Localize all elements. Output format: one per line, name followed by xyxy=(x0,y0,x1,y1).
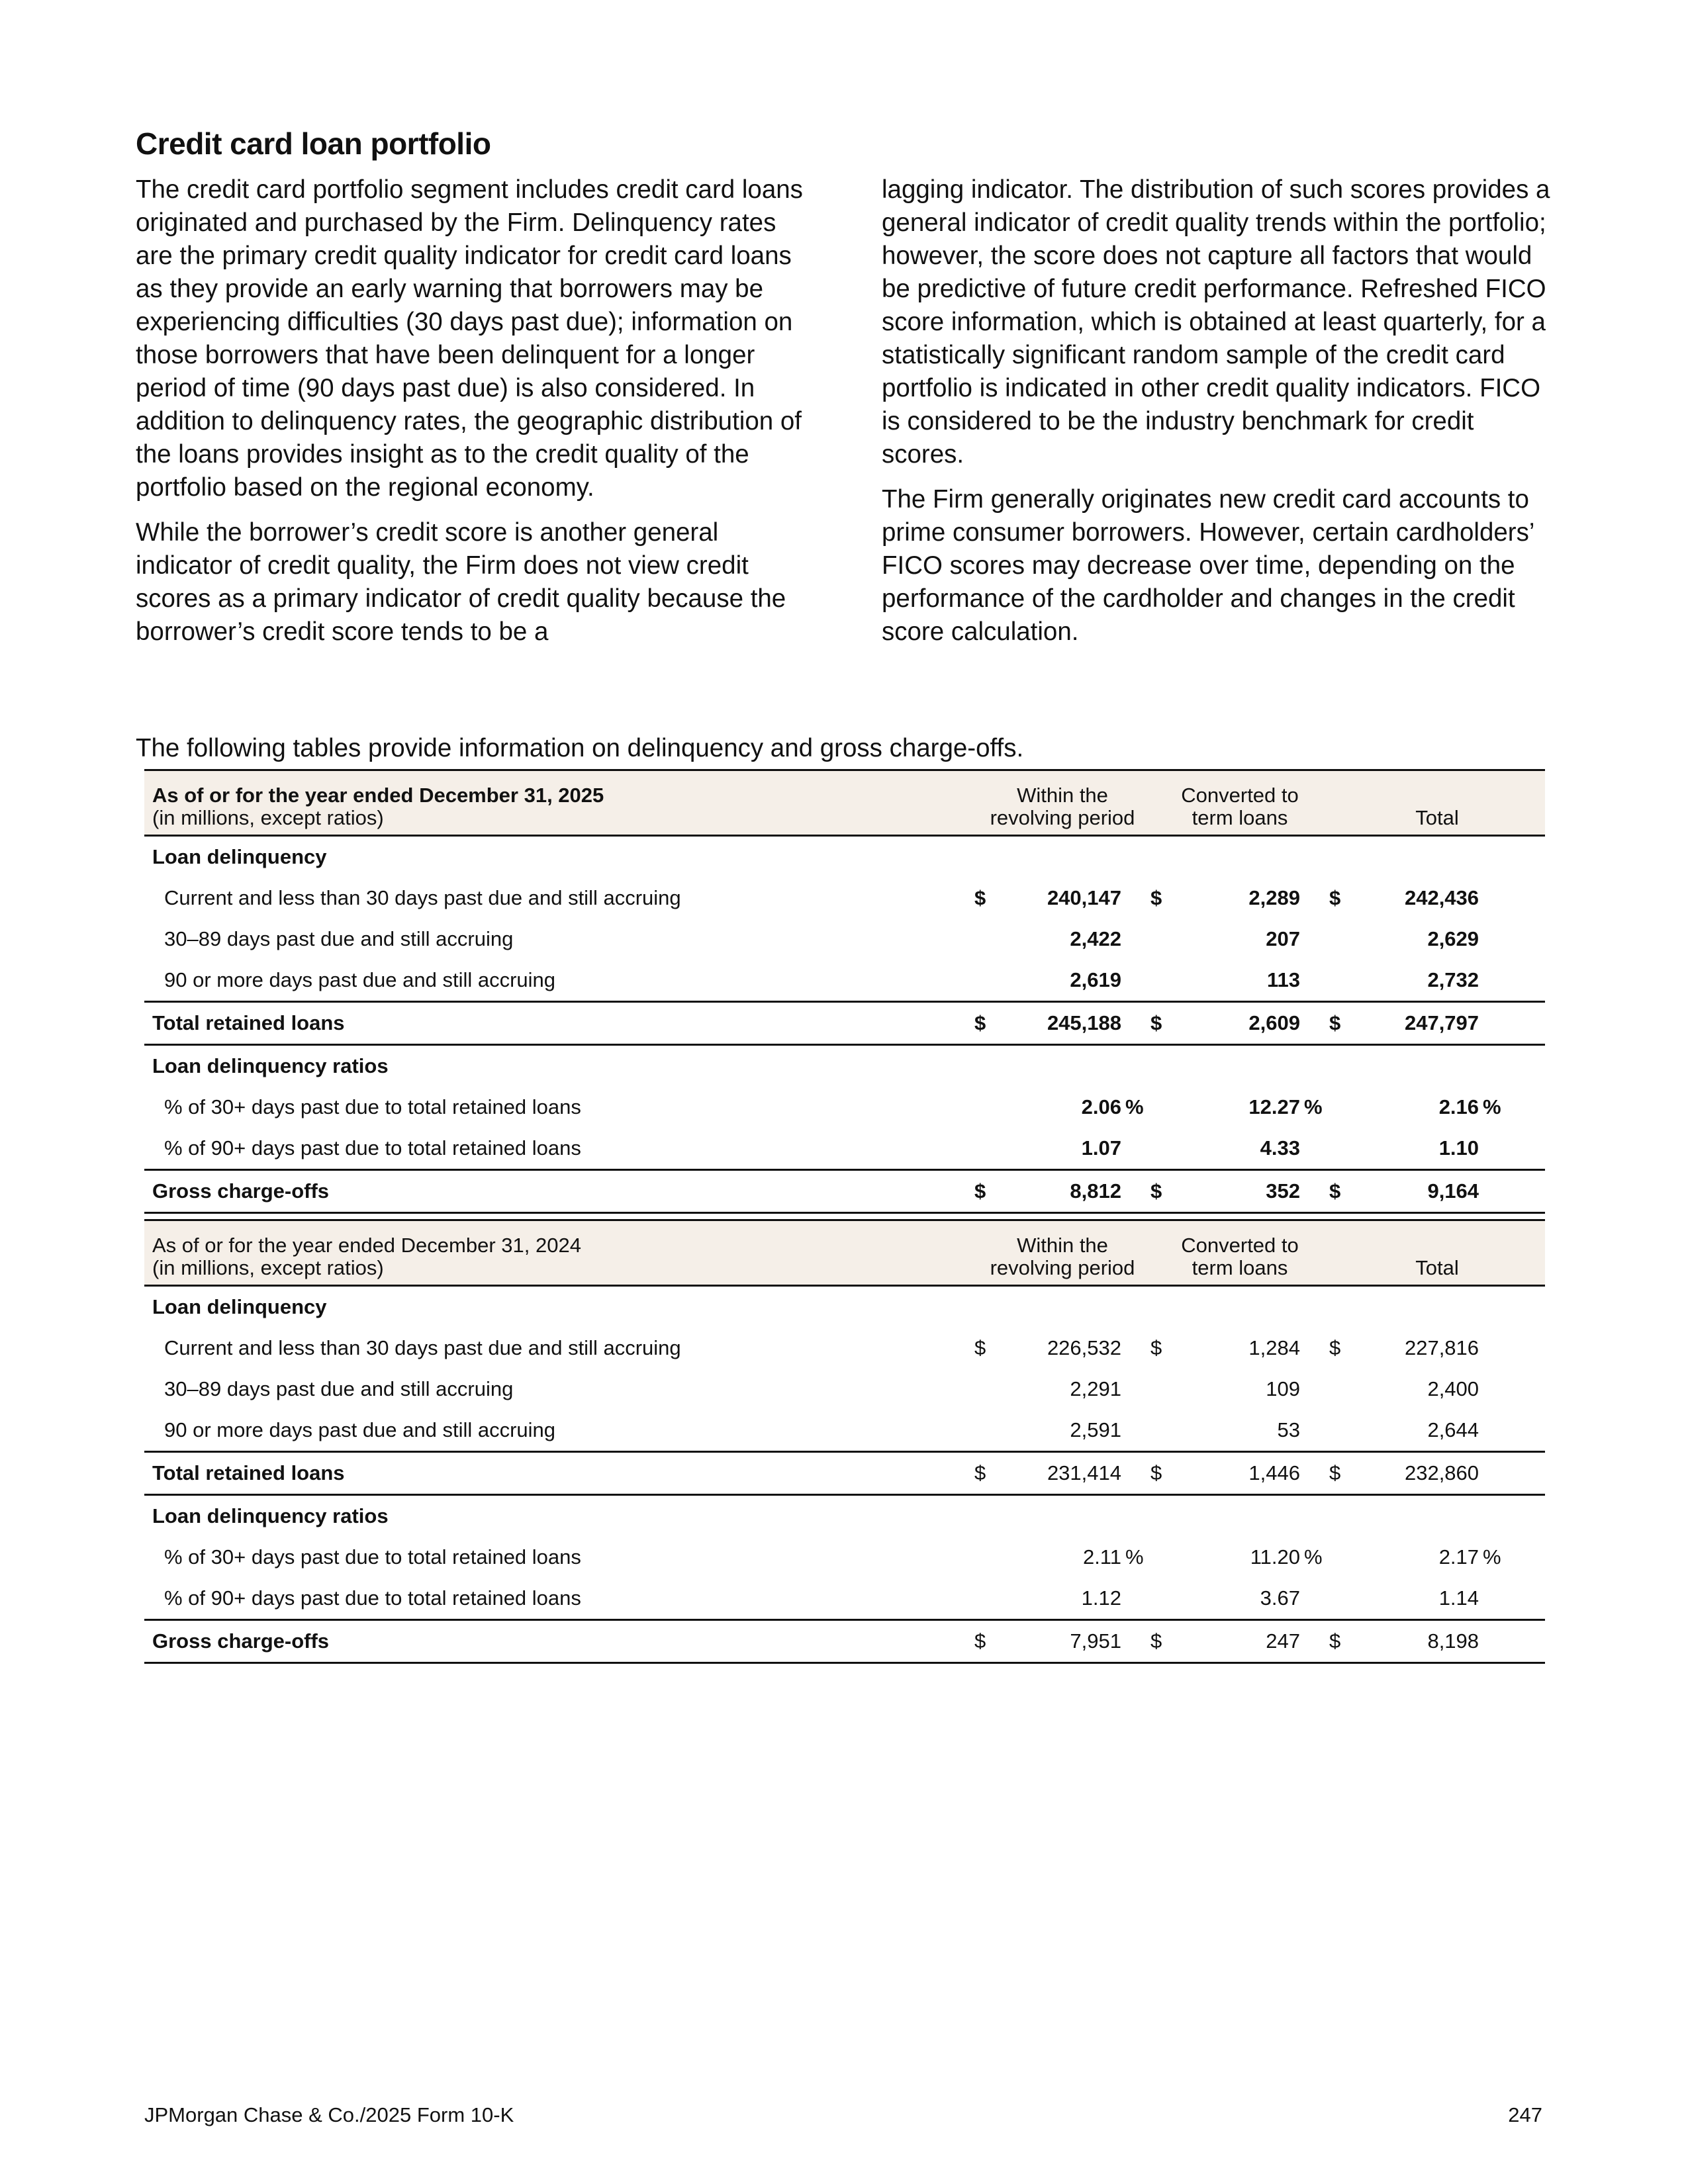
footer-page-number: 247 xyxy=(1508,2103,1542,2126)
credit-card-table-2025 xyxy=(144,769,1545,1214)
column-header-line: revolving period xyxy=(990,806,1135,829)
percent-sign xyxy=(1479,1578,1545,1620)
section-label: Loan delinquency xyxy=(152,1295,327,1318)
row-label: 30–89 days past due and still accruing xyxy=(164,927,514,950)
total-row xyxy=(144,1452,1545,1495)
value-cell: 1,446 xyxy=(1182,1452,1300,1495)
percent-sign: % xyxy=(1125,1545,1144,1569)
percent-sign xyxy=(1300,1578,1329,1620)
tables-intro: The following tables provide information on delinquency and gross charge-offs. xyxy=(136,734,1024,762)
ratio-cell: 2.17 xyxy=(1438,1545,1479,1569)
value-cell: 53 xyxy=(1277,1418,1300,1441)
currency-symbol: $ xyxy=(974,886,986,909)
gross-charge-offs-row xyxy=(144,1620,1545,1663)
section-title: Credit card loan portfolio xyxy=(136,126,491,161)
column-header-line: Converted to xyxy=(1181,784,1299,807)
table-row xyxy=(144,878,1545,919)
row-label: % of 90+ days past due to total retained loans xyxy=(164,1136,581,1160)
ratio-cell: 11.20 xyxy=(1250,1545,1300,1569)
currency-symbol: $ xyxy=(1150,886,1162,909)
percent-sign: % xyxy=(1483,1545,1501,1569)
table-row xyxy=(144,1128,1545,1170)
value-cell: 2,291 xyxy=(1070,1377,1121,1400)
column-header-line: Within the xyxy=(1017,1234,1108,1257)
currency-symbol: $ xyxy=(974,1336,986,1359)
percent-sign: % xyxy=(1304,1545,1323,1569)
table-row xyxy=(144,1537,1545,1578)
ratio-cell: 4.33 xyxy=(1260,1136,1300,1160)
section-label: Loan delinquency ratios xyxy=(152,1054,389,1077)
row-label: 90 or more days past due and still accruing xyxy=(164,968,556,991)
currency-symbol: $ xyxy=(1150,1336,1162,1359)
footer-document-name: JPMorgan Chase & Co./2025 Form 10-K xyxy=(144,2103,514,2126)
currency-symbol: $ xyxy=(1329,1002,1361,1045)
value-cell: 242,436 xyxy=(1404,886,1479,909)
left-text-column xyxy=(136,173,804,660)
row-label: Current and less than 30 days past due and still accruing xyxy=(164,886,681,909)
value-cell: 7,951 xyxy=(1004,1620,1121,1663)
header-units: (in millions, except ratios) xyxy=(152,1256,384,1279)
column-header-line: revolving period xyxy=(990,1256,1135,1279)
column-header-converted xyxy=(1150,1220,1329,1286)
ratio-cell: 1.14 xyxy=(1438,1586,1479,1610)
table-header-row xyxy=(144,770,1545,836)
row-label: Current and less than 30 days past due and still accruing xyxy=(164,1336,681,1359)
currency-symbol: $ xyxy=(1329,886,1341,909)
value-cell: 247 xyxy=(1182,1620,1300,1663)
row-label: 30–89 days past due and still accruing xyxy=(164,1377,514,1400)
currency-symbol: $ xyxy=(974,1170,1004,1213)
header-period: As of or for the year ended December 31, 2024 xyxy=(152,1234,581,1257)
percent-sign: % xyxy=(1125,1095,1144,1118)
currency-symbol xyxy=(1150,1410,1182,1452)
section-row xyxy=(144,836,1545,878)
header-period: As of or for the year ended December 31, 2025 xyxy=(152,784,604,807)
currency-symbol: $ xyxy=(1150,1170,1182,1213)
right-text-column xyxy=(882,173,1557,660)
currency-symbol: $ xyxy=(1329,1336,1341,1359)
currency-symbol xyxy=(1150,960,1182,1002)
currency-symbol xyxy=(1150,919,1182,960)
value-cell: 207 xyxy=(1266,927,1300,950)
paragraph: While the borrower’s credit score is another general indicator of credit quality, the Firm does not view credit scores as a primary indicator of credit quality because the borrower’s credit score tends to be a xyxy=(136,518,786,646)
row-label: % of 30+ days past due to total retained loans xyxy=(164,1545,581,1569)
value-cell: 226,532 xyxy=(1047,1336,1121,1359)
column-header-line: term loans xyxy=(1192,806,1288,829)
value-cell: 2,400 xyxy=(1427,1377,1479,1400)
value-cell: 227,816 xyxy=(1404,1336,1479,1359)
ratio-cell: 2.16 xyxy=(1438,1095,1479,1118)
percent-sign xyxy=(1121,1578,1150,1620)
column-header-line: term loans xyxy=(1192,1256,1288,1279)
table-row xyxy=(144,1369,1545,1410)
currency-symbol: $ xyxy=(1150,1452,1182,1495)
currency-symbol xyxy=(974,919,1004,960)
currency-symbol xyxy=(1329,919,1361,960)
table-row xyxy=(144,919,1545,960)
table-row xyxy=(144,1578,1545,1620)
row-label: Gross charge-offs xyxy=(144,1170,974,1213)
value-cell: 352 xyxy=(1182,1170,1300,1213)
currency-symbol: $ xyxy=(974,1452,1004,1495)
value-cell: 9,164 xyxy=(1361,1170,1479,1213)
row-label: Gross charge-offs xyxy=(144,1620,974,1663)
ratio-cell: 3.67 xyxy=(1260,1586,1300,1610)
value-cell: 8,812 xyxy=(1004,1170,1121,1213)
value-cell: 2,644 xyxy=(1427,1418,1479,1441)
row-label: Total retained loans xyxy=(144,1002,974,1045)
column-header-line: Within the xyxy=(1017,784,1108,807)
value-cell: 2,591 xyxy=(1070,1418,1121,1441)
percent-sign xyxy=(1121,1128,1150,1170)
currency-symbol: $ xyxy=(974,1002,1004,1045)
currency-symbol xyxy=(974,1369,1004,1410)
currency-symbol xyxy=(974,1410,1004,1452)
header-units: (in millions, except ratios) xyxy=(152,806,384,829)
section-label: Loan delinquency xyxy=(152,845,327,868)
value-cell: 109 xyxy=(1266,1377,1300,1400)
column-header-total: Total xyxy=(1329,770,1545,836)
column-header-revolving xyxy=(974,1220,1150,1286)
credit-card-table-2024 xyxy=(144,1219,1545,1664)
ratio-cell: 1.07 xyxy=(1081,1136,1121,1160)
table-row xyxy=(144,1410,1545,1452)
row-label: Total retained loans xyxy=(144,1452,974,1495)
currency-symbol: $ xyxy=(1329,1170,1361,1213)
currency-symbol xyxy=(1329,1410,1361,1452)
column-header-converted xyxy=(1150,770,1329,836)
value-cell: 1,284 xyxy=(1248,1336,1300,1359)
percent-sign xyxy=(1300,1128,1329,1170)
ratio-cell: 2.06 xyxy=(1081,1095,1121,1118)
value-cell: 8,198 xyxy=(1361,1620,1479,1663)
table-row xyxy=(144,960,1545,1002)
section-label: Loan delinquency ratios xyxy=(152,1504,389,1527)
table-row xyxy=(144,1328,1545,1369)
value-cell: 240,147 xyxy=(1047,886,1121,909)
value-cell: 2,609 xyxy=(1182,1002,1300,1045)
column-header-total: Total xyxy=(1329,1220,1545,1286)
value-cell: 245,188 xyxy=(1004,1002,1121,1045)
section-row xyxy=(144,1045,1545,1087)
value-cell: 2,289 xyxy=(1248,886,1300,909)
value-cell: 231,414 xyxy=(1004,1452,1121,1495)
ratio-cell: 1.12 xyxy=(1081,1586,1121,1610)
table-header-row xyxy=(144,1220,1545,1286)
ratio-cell: 1.10 xyxy=(1438,1136,1479,1160)
ratio-cell: 2.11 xyxy=(1082,1545,1121,1569)
value-cell: 247,797 xyxy=(1361,1002,1479,1045)
paragraph: lagging indicator. The distribution of such scores provides a general indicator of credit quality trends within the portfolio; however, the score does not capture all factors that would be predictive of future credit performance. Refreshed FICO score information, which is obtained at least quarterly, for a statistically significant random sample of the credit card portfolio is indicated in other credit quality indicators. FICO is considered to be the industry benchmark for credit scores. xyxy=(882,175,1550,469)
row-label: % of 30+ days past due to total retained loans xyxy=(164,1095,581,1118)
ratio-cell: 12.27 xyxy=(1248,1095,1300,1118)
value-cell: 2,732 xyxy=(1427,968,1479,991)
row-label: % of 90+ days past due to total retained loans xyxy=(164,1586,581,1610)
total-row xyxy=(144,1002,1545,1045)
value-cell: 232,860 xyxy=(1361,1452,1479,1495)
paragraph: The credit card portfolio segment includes credit card loans originated and purchased by the Firm. Delinquency rates are the primary credit quality indicator for credit card loans as they provide an early warning that borrowers may be experiencing difficulties (30 days past due); information on those borrowers that have been delinquent for a longer period of time (90 days past due) is also considered. In addition to delinquency rates, the geographic distribution of the loans provides insight as to the credit quality of the portfolio based on the regional economy. xyxy=(136,175,803,502)
value-cell: 2,629 xyxy=(1427,927,1479,950)
section-row xyxy=(144,1286,1545,1328)
currency-symbol xyxy=(1329,1369,1361,1410)
currency-symbol xyxy=(1329,960,1361,1002)
paragraph: The Firm generally originates new credit card accounts to prime consumer borrowers. However, certain cardholders’ FICO scores may decrease over time, depending on the performance of the cardholder and changes in the credit score calculation. xyxy=(882,485,1534,646)
table-header-label xyxy=(144,770,974,836)
currency-symbol: $ xyxy=(1329,1452,1361,1495)
column-header-revolving xyxy=(974,770,1150,836)
percent-sign: % xyxy=(1304,1095,1323,1118)
currency-symbol: $ xyxy=(1329,1620,1361,1663)
percent-sign xyxy=(1479,1128,1545,1170)
table-row xyxy=(144,1087,1545,1128)
currency-symbol: $ xyxy=(974,1620,1004,1663)
currency-symbol: $ xyxy=(1150,1002,1182,1045)
currency-symbol xyxy=(1150,1369,1182,1410)
column-header-line: Converted to xyxy=(1181,1234,1299,1257)
value-cell: 113 xyxy=(1266,968,1300,991)
section-row xyxy=(144,1495,1545,1537)
table-header-label xyxy=(144,1220,974,1286)
value-cell: 2,422 xyxy=(1070,927,1121,950)
currency-symbol xyxy=(974,960,1004,1002)
gross-charge-offs-row xyxy=(144,1170,1545,1213)
value-cell: 2,619 xyxy=(1070,968,1121,991)
row-label: 90 or more days past due and still accruing xyxy=(164,1418,556,1441)
currency-symbol: $ xyxy=(1150,1620,1182,1663)
percent-sign: % xyxy=(1483,1095,1501,1118)
